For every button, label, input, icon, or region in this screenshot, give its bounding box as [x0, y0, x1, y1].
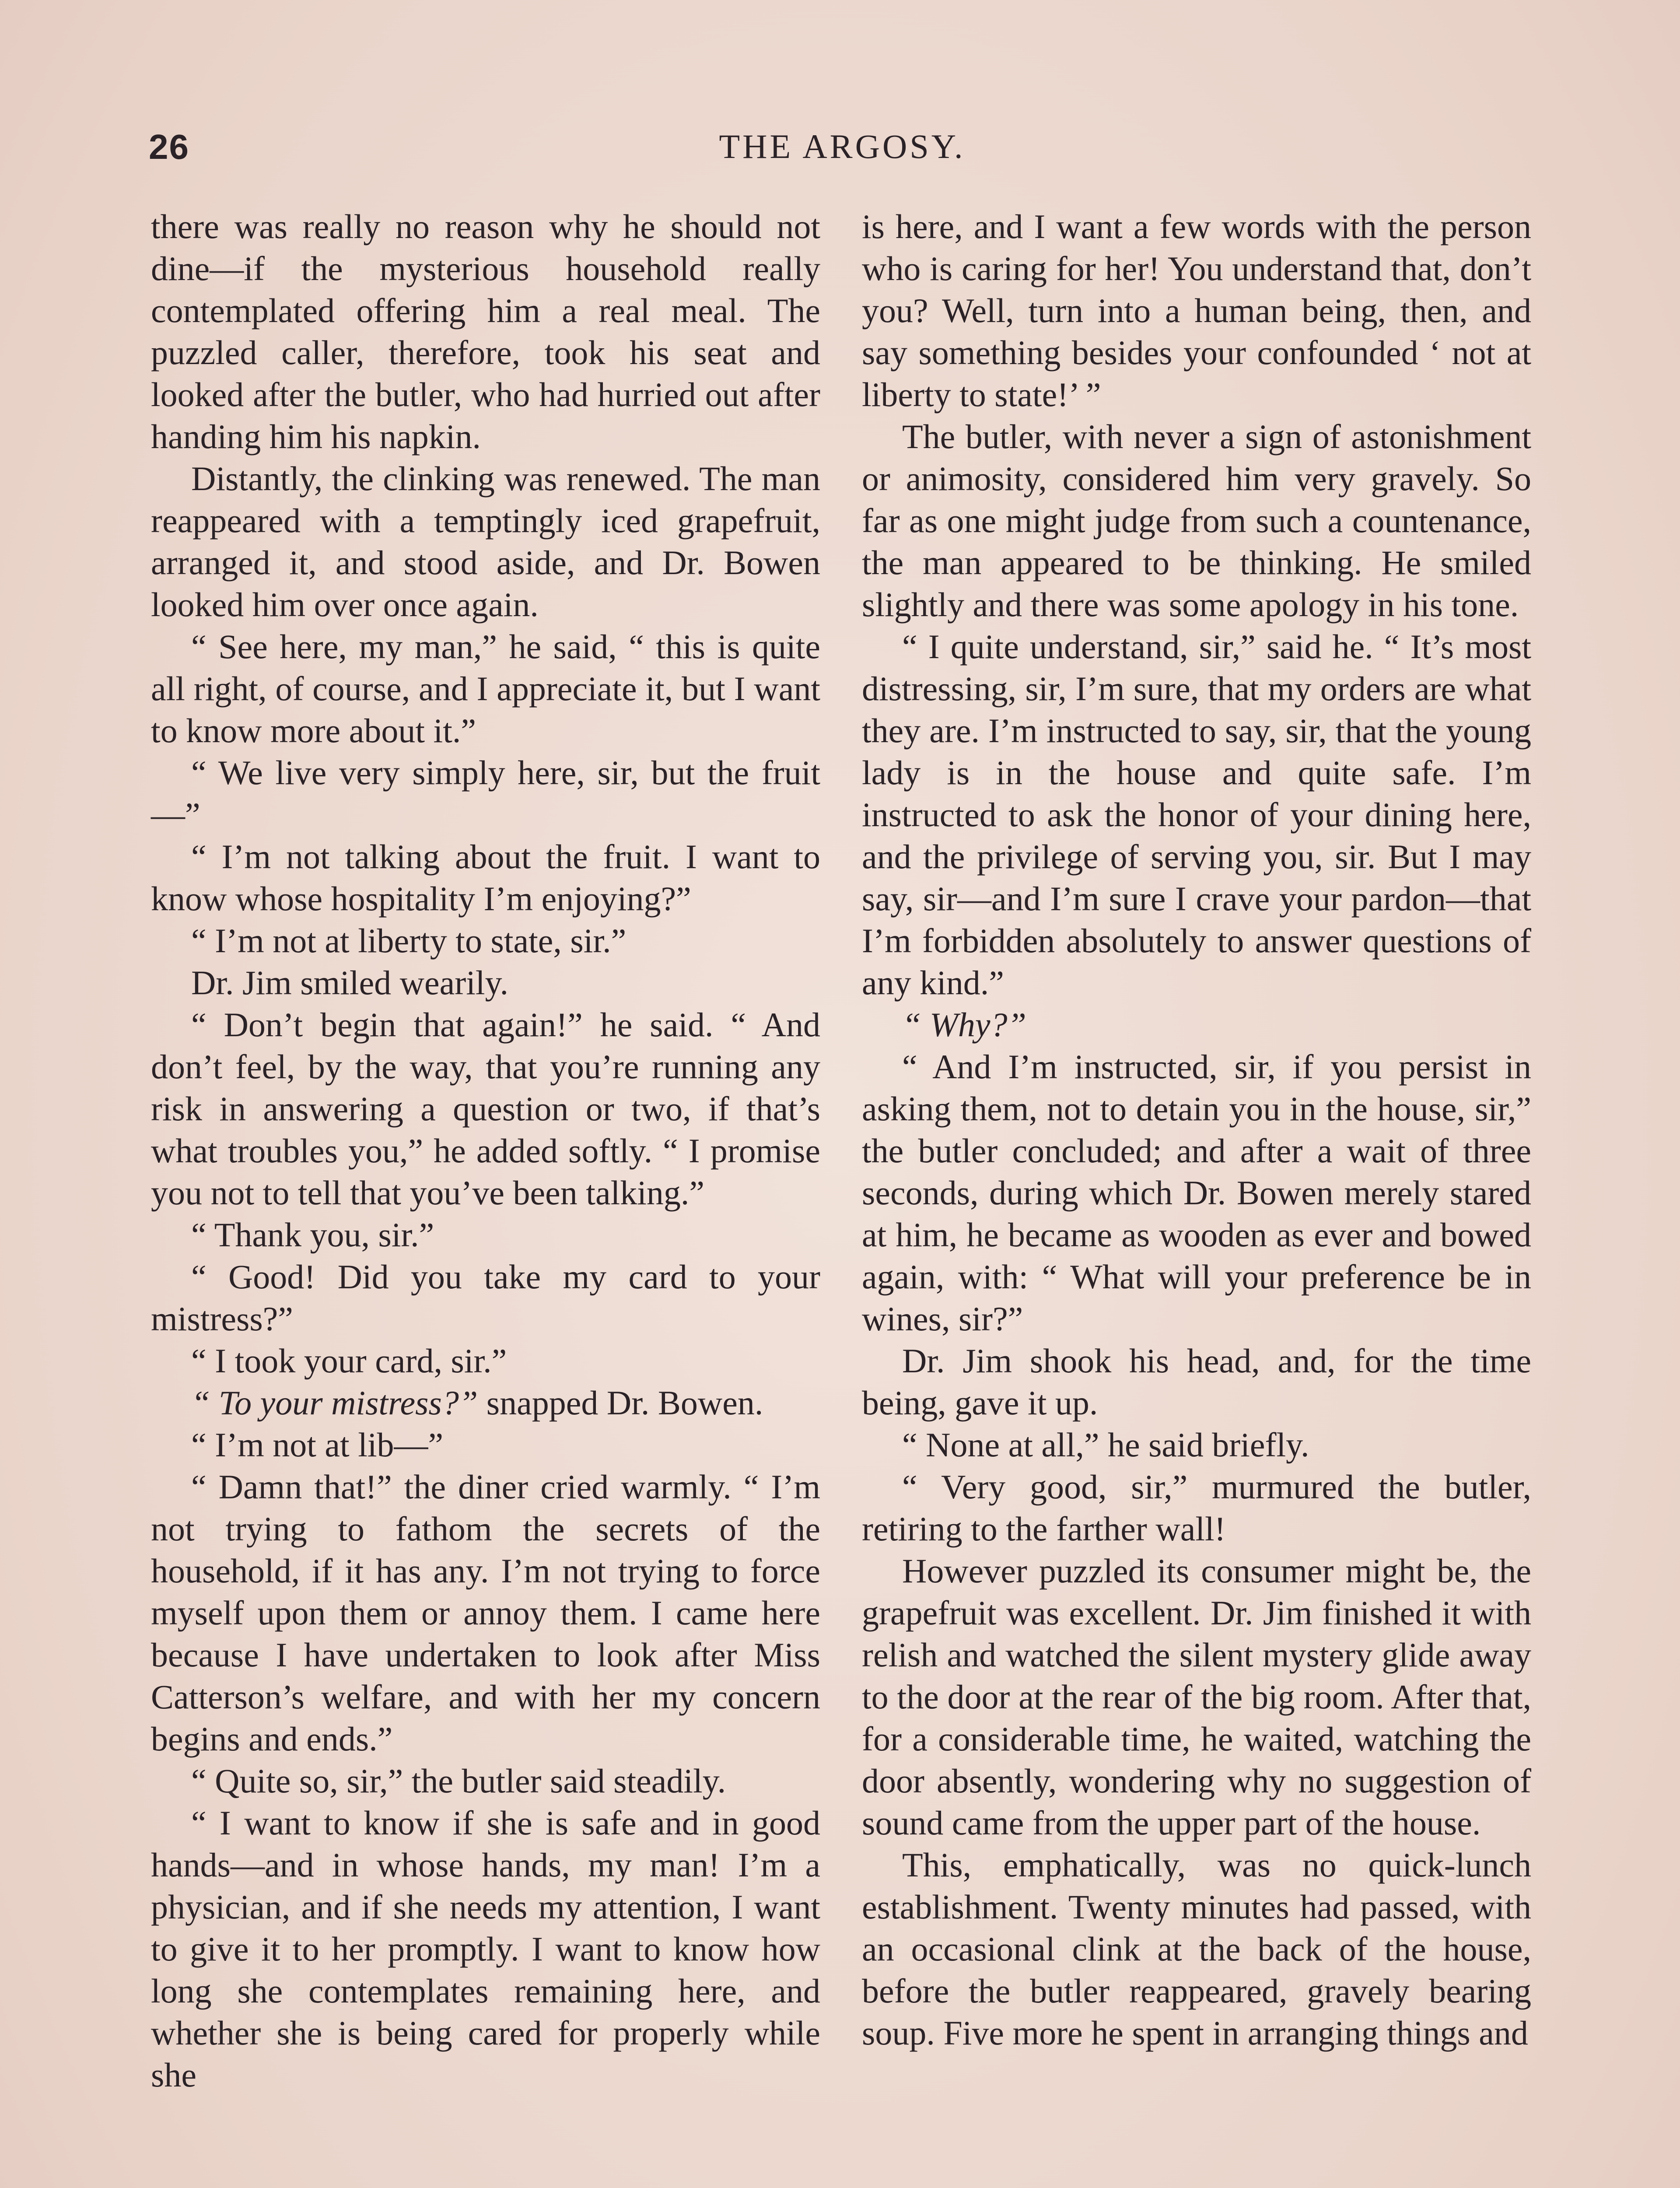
- paragraph: [151, 1760, 820, 1802]
- italic-text: “ To your mistress?”: [191, 1384, 478, 1422]
- paragraph-text: The butler, with never a sign of astonishment or animosity, considered him very gravely. So far as one might judge from such a countenance, the man appeared to be thinking. He smiled slightly and there was some apology in his tone.: [862, 417, 1531, 624]
- paragraph-text: Dr. Jim smiled wearily.: [191, 964, 509, 1002]
- paragraph-text: “ I quite understand, sir,” said he. “ It’s most distressing, sir, I’m sure, that my orders are what they are. I’m instructed to say, sir, that the young lady is in the house and quite safe. I’m instructed to ask the honor of your dining here, and the privilege of serving you, sir. But I may say, sir—and I’m sure I crave your pardon—that I’m forbidden absolutely to answer questions of any kind.”: [862, 628, 1531, 1002]
- paragraph: [862, 206, 1531, 416]
- paragraph-text: is here, and I want a few words with the person who is caring for her! You understand that, don’t you? Well, turn into a human being, then, and say something besides your confounded ‘ not at liberty to state!’ ”: [862, 207, 1531, 414]
- paragraph-text: “ I want to know if she is safe and in good hands—and in whose hands, my man! I’m a physician, and if she needs my attention, I want to give it to her promptly. I want to know how long she contemplates remaining here, and whether she is being cared for properly while she: [151, 1804, 820, 2094]
- paragraph-text: “ We live very simply here, sir, but the fruit—”: [151, 754, 820, 834]
- paragraph: [151, 1004, 820, 1214]
- paragraph-text: This, emphatically, was no quick-lunch establishment. Twenty minutes had passed, with an occasional clink at the back of the house, before the butler reappeared, gravely bearing soup. Five more he spent in arranging things and: [862, 1846, 1531, 2052]
- paragraph: [151, 626, 820, 752]
- running-title: THE ARGOSY.: [719, 127, 966, 165]
- paragraph-text: “ Thank you, sir.”: [191, 1216, 434, 1254]
- paragraph-text: “ None at all,” he said briefly.: [902, 1426, 1309, 1464]
- paragraph: [151, 962, 820, 1004]
- paragraph: [151, 1382, 820, 1424]
- paragraph-text: Distantly, the clinking was renewed. The man reappeared with a temptingly iced grapefruit, arranged it, and stood aside, and Dr. Bowen looked him over once again.: [151, 459, 820, 624]
- right-text-column: [862, 206, 1531, 2054]
- paragraph: [862, 416, 1531, 626]
- paragraph-text: “ And I’m instructed, sir, if you persist in asking them, not to detain you in the house, sir,” the butler concluded; and after a wait of three seconds, during which Dr. Bowen merely stared at him, he became as wooden as ever and bowed again, with: “ What will your preference be in wines, sir?”: [862, 1048, 1531, 1338]
- paragraph-text: there was really no reason why he should not dine—if the mysterious household really contemplated offering him a real meal. The puzzled caller, therefore, took his seat and looked after the butler, who had hurried out after handing him his napkin.: [151, 207, 820, 456]
- italic-text: “ Why?”: [902, 1006, 1026, 1044]
- paragraph: [862, 1466, 1531, 1550]
- paragraph: [862, 1844, 1531, 2054]
- paragraph: [151, 1802, 820, 2096]
- left-text-column: [151, 206, 820, 2096]
- paragraph-text: “ Good! Did you take my card to your mistress?”: [151, 1258, 820, 1338]
- paragraph: [151, 1466, 820, 1760]
- paragraph-text: Dr. Jim shook his head, and, for the time being, gave it up.: [862, 1342, 1531, 1422]
- paragraph: [862, 1550, 1531, 1844]
- paragraph-text: “ Damn that!” the diner cried warmly. “ I’m not trying to fathom the secrets of the household, if it has any. I’m not trying to force myself upon them or annoy them. I came here because I have undertaken to look after Miss Catterson’s welfare, and with her my concern begins and ends.”: [151, 1468, 820, 1758]
- paragraph: [151, 1256, 820, 1340]
- paragraph-text: “ I’m not at lib—”: [191, 1426, 444, 1464]
- paragraph: [862, 1046, 1531, 1340]
- paragraph: [862, 1340, 1531, 1424]
- paragraph: [151, 1340, 820, 1382]
- paragraph-text: “ Very good, sir,” murmured the butler, retiring to the farther wall!: [862, 1468, 1531, 1548]
- paragraph: [862, 1004, 1531, 1046]
- page-header: [149, 127, 1536, 175]
- paragraph: [151, 1214, 820, 1256]
- paragraph-text: snapped Dr. Bowen.: [478, 1384, 763, 1422]
- paragraph: [862, 1424, 1531, 1466]
- paragraph: [151, 752, 820, 836]
- paragraph: [151, 206, 820, 458]
- paragraph: [151, 920, 820, 962]
- paragraph-text: “ I’m not talking about the fruit. I want to know whose hospitality I’m enjoying?”: [151, 838, 820, 918]
- paragraph: [862, 626, 1531, 1004]
- paragraph-text: “ Don’t begin that again!” he said. “ And don’t feel, by the way, that you’re running any risk in answering a question or two, if that’s what troubles you,” he added softly. “ I promise you not to tell that you’ve been talking.”: [151, 1006, 820, 1212]
- paragraph-text: “ See here, my man,” he said, “ this is quite all right, of course, and I appreciate it, but I want to know more about it.”: [151, 628, 820, 750]
- paragraph-text: “ I took your card, sir.”: [191, 1342, 507, 1380]
- paragraph-text: “ Quite so, sir,” the butler said steadily.: [191, 1762, 726, 1800]
- paragraph-text: “ I’m not at liberty to state, sir.”: [191, 922, 626, 960]
- paragraph-text: However puzzled its consumer might be, the grapefruit was excellent. Dr. Jim finished it with relish and watched the silent mystery glide away to the door at the rear of the big room. After that, for a considerable time, he waited, watching the door absently, wondering why no suggestion of sound came from the upper part of the house.: [862, 1552, 1531, 1842]
- paragraph: [151, 458, 820, 626]
- page-number: 26: [149, 127, 189, 166]
- paragraph: [151, 836, 820, 920]
- paragraph: [151, 1424, 820, 1466]
